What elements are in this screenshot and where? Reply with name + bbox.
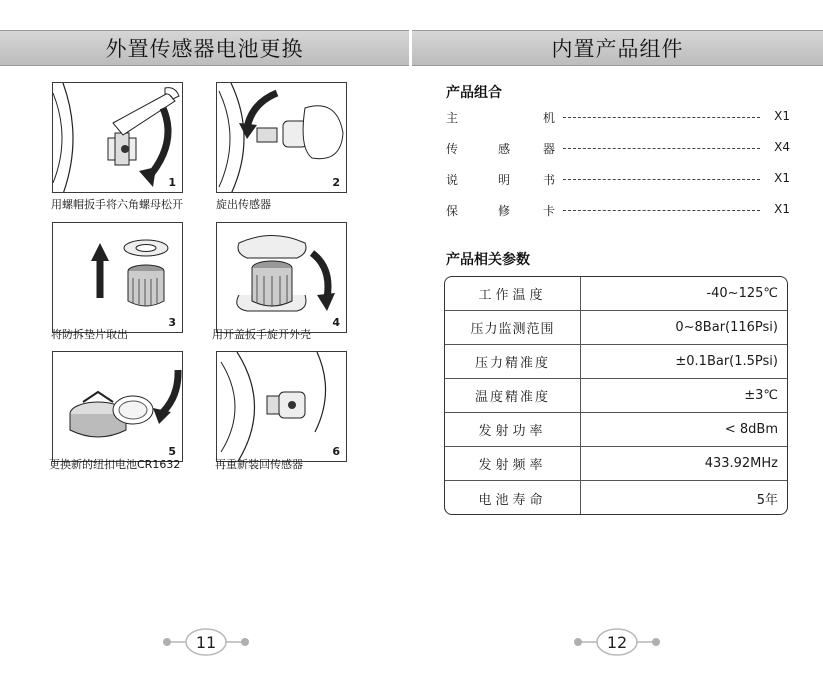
spec-value: 5年 [756, 492, 778, 508]
package-item [446, 108, 790, 126]
page-number-right-text: 12 [606, 633, 628, 652]
package-item-name-2: 感 [498, 142, 511, 156]
spec-row [445, 481, 787, 515]
package-item-qty: X1 [774, 202, 790, 216]
package-item-qty: X1 [774, 171, 790, 185]
page-number-left-text: 11 [195, 633, 217, 652]
dotted-leader [563, 210, 760, 211]
package-item [446, 201, 790, 219]
spec-table [444, 276, 788, 515]
spec-name: 电池寿命 [445, 481, 581, 515]
dotted-leader [563, 148, 760, 149]
package-item [446, 170, 790, 188]
left-page-title: 外置传感器电池更换 [0, 30, 409, 66]
package-item-name-3: 器 [543, 142, 556, 156]
package-item-name-3: 机 [543, 111, 556, 125]
spec-row [445, 345, 787, 379]
step-caption-3: 将防拆垫片取出 [51, 328, 128, 341]
package-item-name-3: 卡 [543, 204, 556, 218]
page-number-left [161, 628, 251, 658]
spec-name: 工作温度 [445, 277, 581, 310]
unscrew-sensor-illustration [217, 83, 347, 193]
package-item-qty: X4 [774, 140, 790, 154]
package-item-name-1: 主 [446, 111, 459, 125]
package-item-name-1: 说 [446, 173, 459, 187]
step-number: 5 [168, 445, 176, 458]
step-figure-6 [216, 351, 347, 462]
remove-gasket-illustration [53, 223, 183, 333]
spec-row [445, 413, 787, 447]
spec-value: 0~8Bar(116Psi) [675, 320, 778, 335]
step-number: 6 [332, 445, 340, 458]
package-item [446, 139, 790, 157]
right-page-title: 内置产品组件 [412, 30, 823, 66]
step-caption-5: 更换新的纽扣电池CR1632 [49, 458, 181, 471]
spec-value: < 8dBm [724, 422, 778, 437]
reinstall-sensor-illustration [217, 352, 347, 462]
spec-value: -40~125℃ [706, 286, 778, 301]
spec-section-title: 产品相关参数 [446, 252, 530, 268]
dotted-leader [563, 117, 760, 118]
step-caption-6: 再重新装回传感器 [215, 458, 303, 471]
wrench-loosen-illustration [53, 83, 183, 193]
step-caption-2: 旋出传感器 [216, 198, 271, 211]
step-figure-3 [52, 222, 183, 333]
page-number-right [572, 628, 662, 658]
spec-name: 压力精准度 [445, 345, 581, 378]
spec-name: 发射功率 [445, 413, 581, 446]
package-item-name-3: 书 [543, 173, 556, 187]
open-cover-illustration [217, 223, 347, 333]
step-number: 4 [332, 316, 340, 329]
spec-row [445, 311, 787, 345]
spec-row [445, 379, 787, 413]
spec-row [445, 277, 787, 311]
spec-name: 压力监测范围 [445, 311, 581, 344]
package-section-title: 产品组合 [446, 85, 502, 101]
spec-value: 433.92MHz [704, 456, 778, 471]
step-number: 3 [168, 316, 176, 329]
replace-battery-illustration [53, 352, 183, 462]
step-figure-1 [52, 82, 183, 193]
step-caption-4: 用开盖扳手旋开外壳 [212, 328, 311, 341]
spec-name: 发射频率 [445, 447, 581, 480]
step-figure-4 [216, 222, 347, 333]
package-item-qty: X1 [774, 109, 790, 123]
step-caption-1: 用螺帽扳手将六角螺母松开 [51, 198, 183, 211]
package-item-name-2: 明 [498, 173, 511, 187]
step-figure-5 [52, 351, 183, 462]
package-item-name-1: 保 [446, 204, 459, 218]
step-number: 1 [168, 176, 176, 189]
spec-value: ±3℃ [744, 388, 778, 403]
step-number: 2 [332, 176, 340, 189]
spec-value: ±0.1Bar(1.5Psi) [675, 354, 778, 369]
spec-row [445, 447, 787, 481]
dotted-leader [563, 179, 760, 180]
spec-name: 温度精准度 [445, 379, 581, 412]
step-figure-2 [216, 82, 347, 193]
package-item-name-2: 修 [498, 204, 511, 218]
package-item-name-1: 传 [446, 142, 459, 156]
